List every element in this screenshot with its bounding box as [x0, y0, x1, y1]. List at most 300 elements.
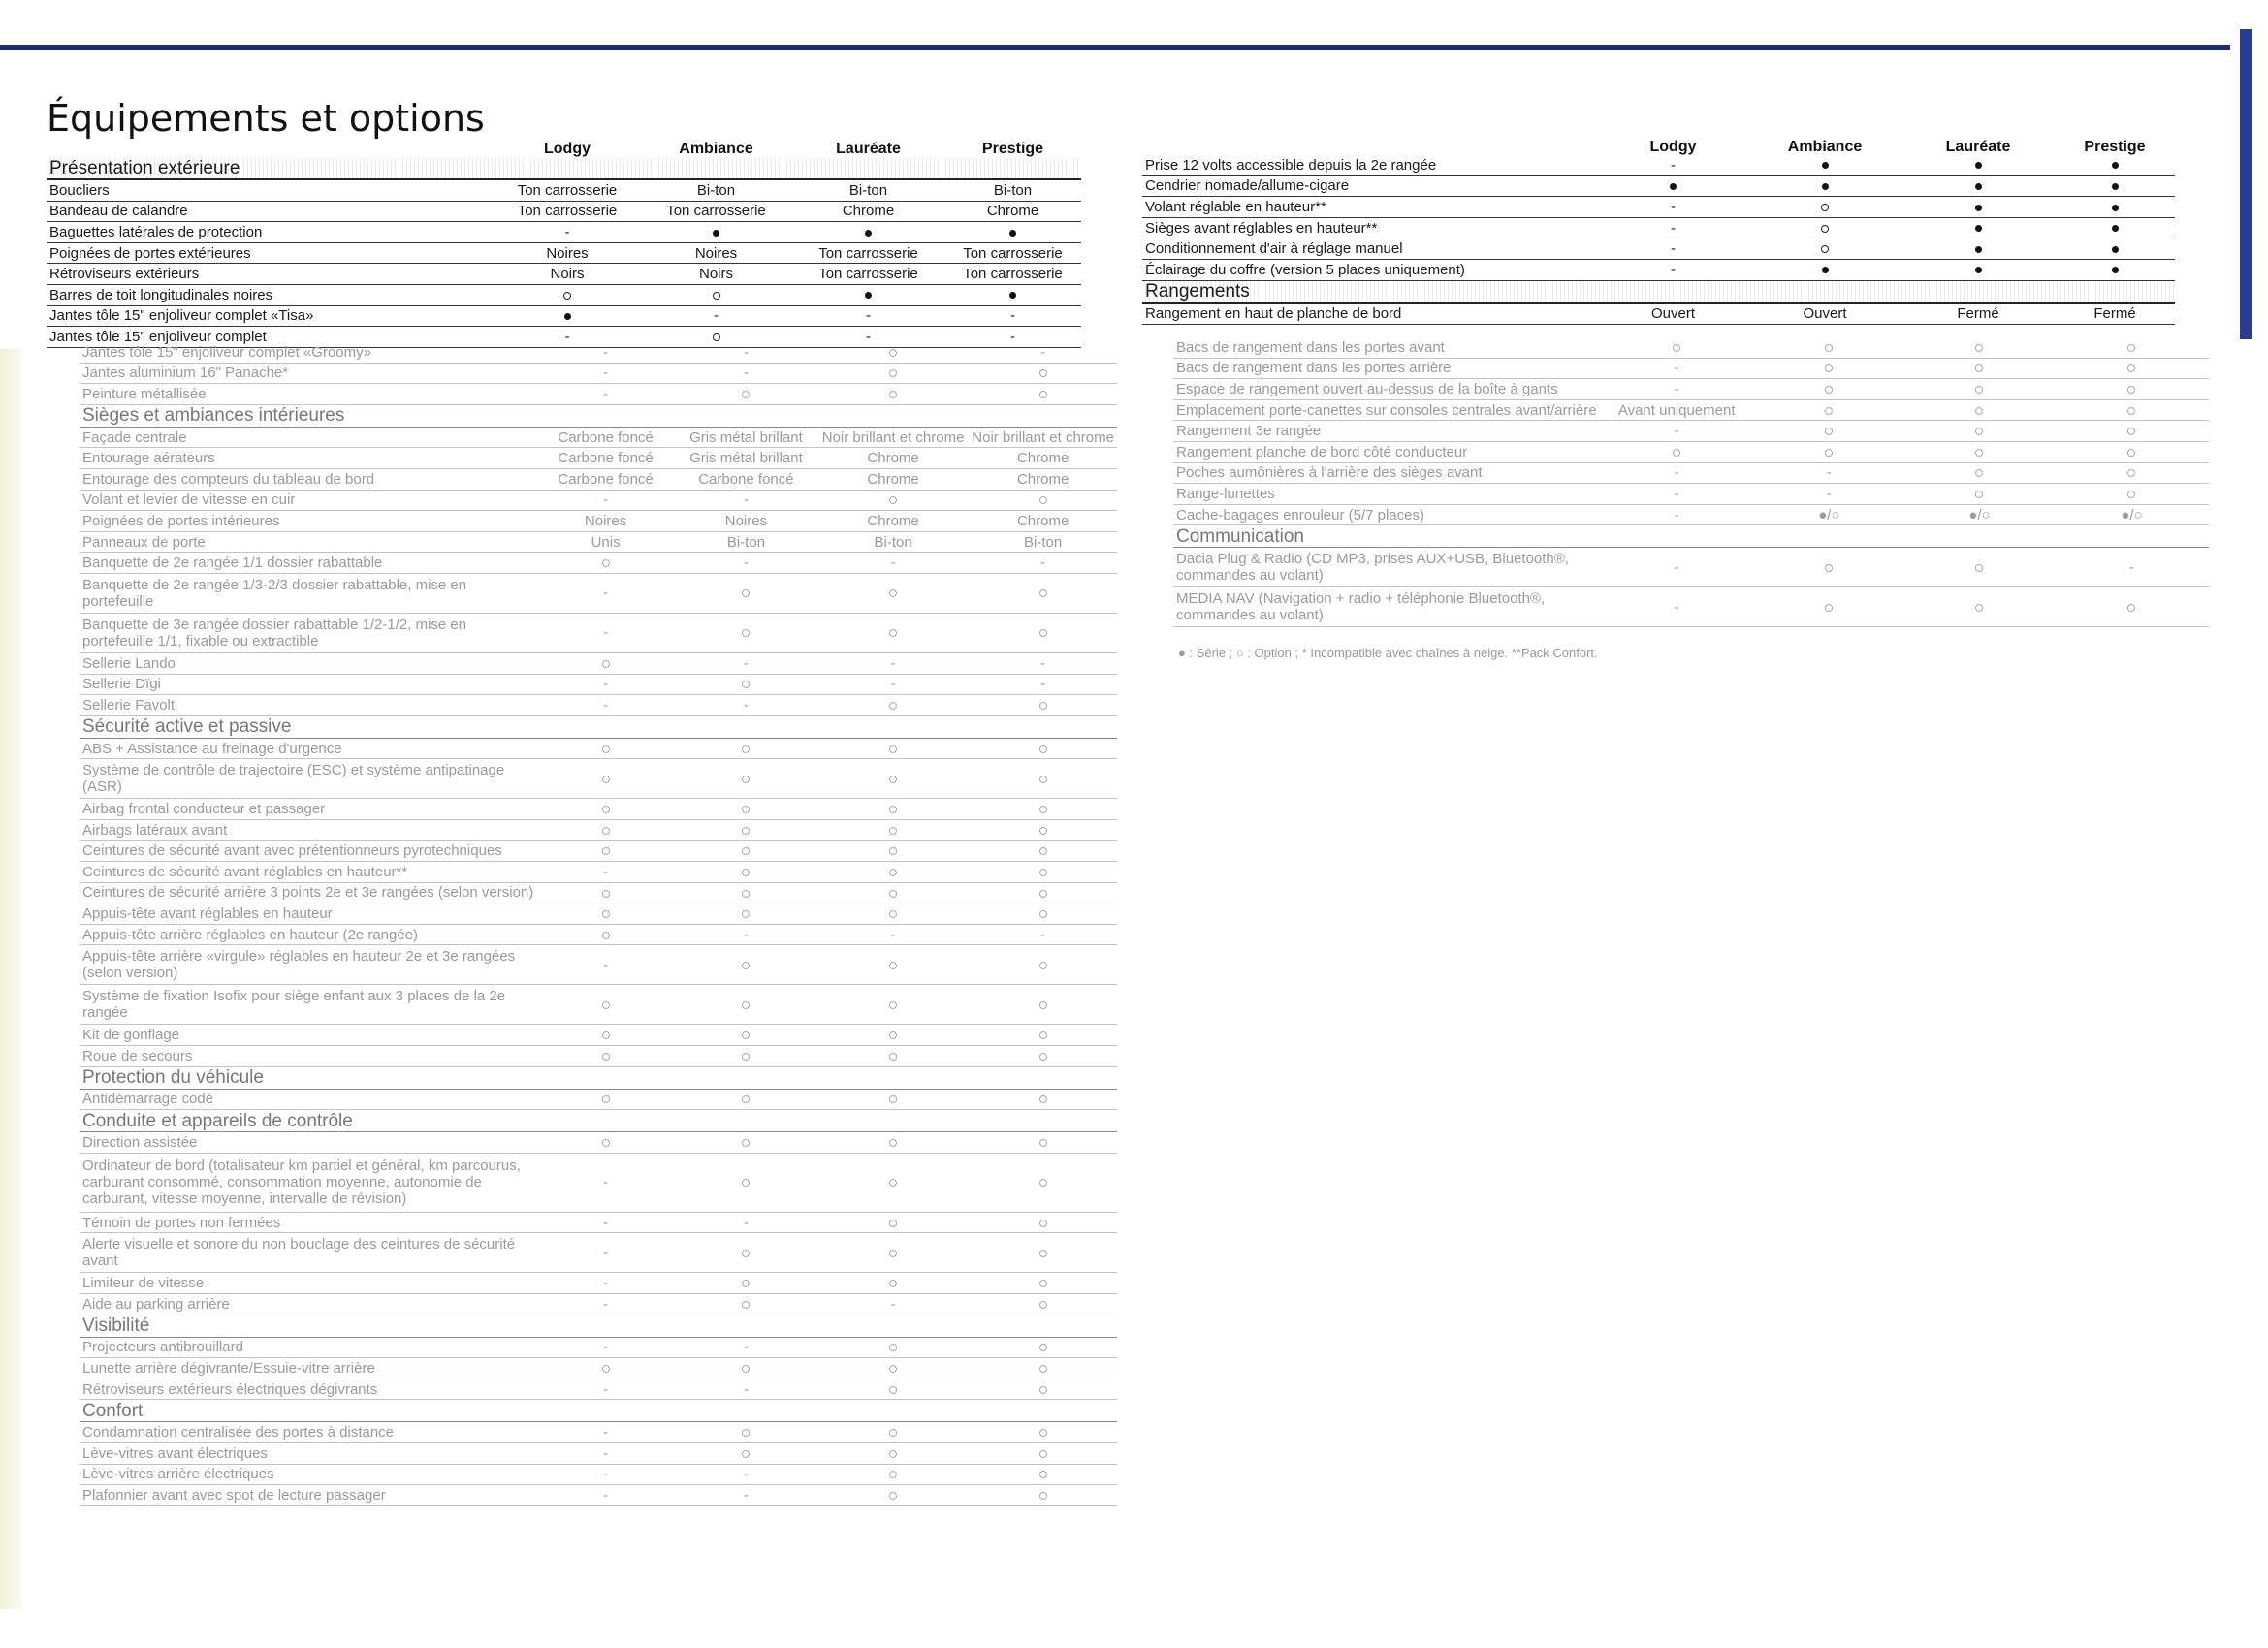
option-circle-icon: [817, 985, 969, 1025]
column-lodgy: Lodgy: [544, 142, 591, 157]
table-row: [80, 427, 1117, 448]
row-label: Volant réglable en hauteur**: [1142, 197, 1598, 218]
option-circle-icon: [817, 1025, 969, 1046]
column-ambiance-right: Ambiance: [1787, 140, 1863, 155]
table-row: [1173, 504, 2209, 525]
section-title: Visibilité: [80, 1315, 1117, 1337]
option-circle-icon: [536, 1132, 675, 1154]
cell-value: -: [817, 553, 969, 574]
row-label: Cache-bagages enrouleur (5/7 places): [1173, 504, 1600, 525]
table-row: [80, 903, 1117, 925]
standard-dot-icon: [2055, 155, 2175, 175]
option-circle-icon: [1600, 441, 1754, 462]
standard-dot-icon: [1901, 155, 2055, 175]
table-row: [80, 1485, 1117, 1506]
option-circle-icon: [2055, 399, 2209, 421]
table-row: [80, 1153, 1117, 1212]
cell-value: -: [536, 363, 675, 384]
cell-value: -: [2055, 548, 2209, 587]
row-label: Projecteurs antibrouillard: [80, 1337, 536, 1358]
cell-value: -: [969, 553, 1117, 574]
page-title: Équipements et options: [47, 97, 485, 140]
row-label: Prise 12 volts accessible depuis la 2e rangée: [1142, 155, 1598, 175]
table-row: [80, 1379, 1117, 1400]
row-label: Lève-vitres arrière électriques: [80, 1464, 536, 1485]
table-row: [47, 264, 1081, 285]
option-circle-icon: [1754, 379, 1904, 400]
cover-edge-strip: [0, 45, 2230, 50]
standard-dot-icon: [2055, 175, 2175, 197]
section-header: [80, 715, 1117, 738]
option-circle-icon: [1748, 197, 1901, 218]
option-circle-icon: [969, 882, 1117, 903]
cell-value: -: [969, 342, 1117, 363]
option-circle-icon: [817, 1443, 969, 1465]
row-label: Système de fixation Isofix pour siège enfant aux 3 places de la 2e rangée: [80, 985, 536, 1025]
option-circle-icon: [969, 490, 1117, 511]
option-circle-icon: [817, 1358, 969, 1379]
option-circle-icon: [817, 945, 969, 985]
cell-value: -: [792, 327, 944, 348]
cell-value: Fermé: [2055, 303, 2175, 325]
row-label: Entourage aérateurs: [80, 448, 536, 469]
cell-value: -: [675, 652, 817, 674]
standard-dot-icon: [2055, 197, 2175, 218]
standard-dot-icon: [2055, 259, 2175, 280]
section-title: Confort: [80, 1400, 1117, 1422]
option-circle-icon: [1748, 217, 1901, 238]
table-row: [80, 674, 1117, 695]
row-label: ABS + Assistance au freinage d'urgence: [80, 738, 536, 759]
option-circle-icon: [817, 862, 969, 883]
table-row: [47, 242, 1081, 264]
cell-value: Chrome: [817, 511, 969, 532]
option-circle-icon: [969, 1233, 1117, 1273]
cell-value: -: [640, 305, 792, 327]
table-row: [80, 1212, 1117, 1233]
table-row: [80, 490, 1117, 511]
option-circle-icon: [536, 819, 675, 840]
option-circle-icon: [675, 759, 817, 799]
table-row: [80, 882, 1117, 903]
row-label: Kit de gonflage: [80, 1025, 536, 1046]
column-lodgy-right: Lodgy: [1649, 140, 1697, 155]
row-label: Panneaux de porte: [80, 531, 536, 553]
row-label: Conditionnement d'air à réglage manuel: [1142, 238, 1598, 260]
option-circle-icon: [817, 840, 969, 862]
row-label: Range-lunettes: [1173, 484, 1600, 505]
cell-value: Unis: [536, 531, 675, 553]
option-circle-icon: [817, 738, 969, 759]
table-row: [80, 945, 1117, 985]
cell-value: -: [969, 924, 1117, 945]
cell-value: -: [536, 384, 675, 405]
option-circle-icon: [675, 903, 817, 925]
cell-value: Bi-ton: [792, 179, 944, 201]
cell-value: -: [1600, 462, 1754, 484]
cell-value: Ton carrosserie: [640, 201, 792, 222]
cell-value: -: [675, 1485, 817, 1506]
standard-dot-icon: [944, 222, 1081, 243]
standard-dot-icon: [1901, 175, 2055, 197]
option-circle-icon: [675, 840, 817, 862]
row-label: Volant et levier de vitesse en cuir: [80, 490, 536, 511]
option-circle-icon: [969, 1153, 1117, 1212]
row-label: Éclairage du coffre (version 5 places uniquement): [1142, 259, 1598, 280]
option-circle-icon: [969, 840, 1117, 862]
option-circle-icon: [536, 759, 675, 799]
option-circle-icon: [817, 1337, 969, 1358]
table-row: [80, 553, 1117, 574]
page-top-margin: [0, 0, 2268, 48]
cell-value: -: [536, 490, 675, 511]
cell-value: Ton carrosserie: [944, 242, 1081, 264]
cell-value: Bi-ton: [675, 531, 817, 553]
equipment-table-right: [1142, 140, 2175, 325]
option-circle-icon: [817, 1089, 969, 1110]
column-header-row: [47, 142, 1081, 157]
row-label: Rangement planche de bord côté conducteur: [1173, 441, 1600, 462]
option-circle-icon: [2055, 587, 2209, 627]
cell-value: -: [536, 1294, 675, 1315]
option-circle-icon: [817, 1153, 969, 1212]
option-circle-icon: [969, 819, 1117, 840]
option-circle-icon: [1600, 337, 1754, 358]
standard-dot-icon: [1748, 155, 1901, 175]
cell-value: -: [536, 1337, 675, 1358]
cell-value: -: [536, 1379, 675, 1400]
cell-value: -: [536, 695, 675, 716]
option-circle-icon: [675, 862, 817, 883]
option-circle-icon: [969, 903, 1117, 925]
standard-dot-icon: [1748, 259, 1901, 280]
option-circle-icon: [969, 1212, 1117, 1233]
cell-value: -: [1598, 217, 1748, 238]
option-circle-icon: [536, 799, 675, 820]
row-label: Jantes tôle 15" enjoliveur complet «Groomy»: [80, 342, 536, 363]
option-circle-icon: [817, 613, 969, 652]
row-label: Barres de toit longitudinales noires: [47, 284, 495, 305]
option-circle-icon: [1748, 238, 1901, 260]
cell-value: -: [536, 1464, 675, 1485]
equipment-table-left-faded: [80, 342, 1117, 1506]
cell-value: Ton carrosserie: [495, 201, 640, 222]
option-circle-icon: [817, 342, 969, 363]
cell-value: Gris métal brillant: [675, 427, 817, 448]
table-row: [1173, 358, 2209, 379]
standard-dot-icon: [2055, 238, 2175, 260]
column-ambiance: Ambiance: [679, 142, 753, 157]
cell-value: -: [675, 1337, 817, 1358]
cell-value: Bi-ton: [969, 531, 1117, 553]
cell-value: Ton carrosserie: [792, 264, 944, 285]
cell-value: -: [675, 553, 817, 574]
cell-value: ●/○: [2055, 504, 2209, 525]
section-header: [1142, 280, 2175, 303]
option-circle-icon: [2055, 484, 2209, 505]
cell-value: ●/○: [1754, 504, 1904, 525]
option-circle-icon: [675, 1443, 817, 1465]
page-edge-blue: [2240, 29, 2252, 339]
table-row: [1142, 217, 2175, 238]
option-circle-icon: [817, 695, 969, 716]
table-row: [47, 222, 1081, 243]
cell-value: -: [536, 1273, 675, 1294]
option-circle-icon: [817, 490, 969, 511]
section-title: Conduite et appareils de contrôle: [80, 1110, 1117, 1132]
row-label: Sellerie Dïgi: [80, 674, 536, 695]
row-label: Banquette de 2e rangée 1/1 dossier rabattable: [80, 553, 536, 574]
standard-dot-icon: [2055, 217, 2175, 238]
option-circle-icon: [817, 903, 969, 925]
option-circle-icon: [817, 1046, 969, 1067]
cell-value: Noirs: [495, 264, 640, 285]
row-label: Airbags latéraux avant: [80, 819, 536, 840]
option-circle-icon: [1754, 587, 1904, 627]
option-circle-icon: [1904, 399, 2055, 421]
row-label: Rangement 3e rangée: [1173, 421, 1600, 442]
cell-value: -: [969, 674, 1117, 695]
table-row: [47, 284, 1081, 305]
option-circle-icon: [536, 652, 675, 674]
table-row: [1173, 399, 2209, 421]
row-label: Appuis-tête arrière «virgule» réglables en hauteur 2e et 3e rangées (selon version): [80, 945, 536, 985]
cell-value: Noires: [536, 511, 675, 532]
option-circle-icon: [817, 1485, 969, 1506]
row-label: Limiteur de vitesse: [80, 1273, 536, 1294]
option-circle-icon: [1904, 358, 2055, 379]
cell-value: -: [675, 363, 817, 384]
row-label: Cendrier nomade/allume-cigare: [1142, 175, 1598, 197]
option-circle-icon: [817, 819, 969, 840]
table-row: [1173, 337, 2209, 358]
option-circle-icon: [675, 1046, 817, 1067]
table-row: [1142, 259, 2175, 280]
cell-value: Chrome: [969, 468, 1117, 490]
cell-value: -: [1600, 358, 1754, 379]
cell-value: -: [675, 695, 817, 716]
table-row: [80, 1464, 1117, 1485]
cell-value: -: [817, 1294, 969, 1315]
cell-value: -: [817, 924, 969, 945]
option-circle-icon: [1754, 441, 1904, 462]
cell-value: -: [675, 924, 817, 945]
cell-value: -: [1600, 484, 1754, 505]
cell-value: -: [1600, 379, 1754, 400]
cell-value: -: [1600, 548, 1754, 587]
row-label: Plafonnier avant avec spot de lecture passager: [80, 1485, 536, 1506]
option-circle-icon: [675, 738, 817, 759]
option-circle-icon: [675, 384, 817, 405]
option-circle-icon: [1904, 484, 2055, 505]
option-circle-icon: [1904, 587, 2055, 627]
cell-value: -: [817, 674, 969, 695]
option-circle-icon: [969, 1089, 1117, 1110]
cell-value: ●/○: [1904, 504, 2055, 525]
option-circle-icon: [675, 1233, 817, 1273]
cell-value: -: [536, 674, 675, 695]
option-circle-icon: [675, 945, 817, 985]
option-circle-icon: [675, 613, 817, 652]
equipment-table-left: [47, 142, 1081, 348]
option-circle-icon: [969, 1422, 1117, 1443]
option-circle-icon: [675, 573, 817, 613]
row-label: Direction assistée: [80, 1132, 536, 1154]
row-label: Appuis-tête arrière réglables en hauteur (2e rangée): [80, 924, 536, 945]
row-label: Jantes tôle 15" enjoliveur complet «Tisa»: [47, 305, 495, 327]
option-circle-icon: [817, 1273, 969, 1294]
option-circle-icon: [969, 1358, 1117, 1379]
section-header: [47, 157, 1081, 179]
column-laureate: Lauréate: [836, 142, 901, 157]
option-circle-icon: [1754, 358, 1904, 379]
option-circle-icon: [675, 882, 817, 903]
table-row: [80, 342, 1117, 363]
cell-value: Bi-ton: [944, 179, 1081, 201]
cell-value: Ton carrosserie: [495, 179, 640, 201]
table-row: [1173, 548, 2209, 587]
row-label: Rétroviseurs extérieurs: [47, 264, 495, 285]
option-circle-icon: [969, 1273, 1117, 1294]
cell-value: Chrome: [792, 201, 944, 222]
cell-value: -: [675, 342, 817, 363]
section-header: [80, 404, 1117, 427]
row-label: Baguettes latérales de protection: [47, 222, 495, 243]
table-row: [80, 573, 1117, 613]
option-circle-icon: [675, 1025, 817, 1046]
section-title: Rangements: [1142, 280, 2175, 303]
table-row: [80, 652, 1117, 674]
table-row: [1142, 303, 2175, 325]
option-circle-icon: [536, 985, 675, 1025]
option-circle-icon: [536, 903, 675, 925]
section-title: Présentation extérieure: [47, 157, 1081, 179]
cell-value: Chrome: [817, 448, 969, 469]
table-row: [47, 179, 1081, 201]
section-title: Communication: [1173, 525, 2209, 548]
option-circle-icon: [817, 1233, 969, 1273]
option-circle-icon: [817, 1464, 969, 1485]
section-header: [1173, 525, 2209, 548]
row-label: Boucliers: [47, 179, 495, 201]
standard-dot-icon: [640, 222, 792, 243]
cell-value: -: [536, 1153, 675, 1212]
option-circle-icon: [536, 1089, 675, 1110]
table-row: [47, 201, 1081, 222]
cell-value: -: [536, 1233, 675, 1273]
row-label: Ceintures de sécurité avant réglables en hauteur**: [80, 862, 536, 883]
cell-value: Chrome: [817, 468, 969, 490]
option-circle-icon: [1904, 441, 2055, 462]
cell-value: -: [1598, 259, 1748, 280]
table-row: [1173, 484, 2209, 505]
option-circle-icon: [536, 738, 675, 759]
table-row: [80, 1089, 1117, 1110]
option-circle-icon: [2055, 358, 2209, 379]
option-circle-icon: [817, 1212, 969, 1233]
option-circle-icon: [675, 985, 817, 1025]
option-circle-icon: [969, 799, 1117, 820]
column-prestige: Prestige: [981, 142, 1044, 157]
option-circle-icon: [969, 1025, 1117, 1046]
standard-dot-icon: [1901, 217, 2055, 238]
option-circle-icon: [536, 1046, 675, 1067]
cell-value: -: [495, 222, 640, 243]
table-row: [80, 1046, 1117, 1067]
standard-dot-icon: [792, 284, 944, 305]
cell-value: -: [536, 342, 675, 363]
row-label: Condamnation centralisée des portes à distance: [80, 1422, 536, 1443]
table-row: [80, 819, 1117, 840]
table-row: [80, 511, 1117, 532]
option-circle-icon: [2055, 462, 2209, 484]
section-title: Protection du véhicule: [80, 1066, 1117, 1089]
option-circle-icon: [536, 840, 675, 862]
option-circle-icon: [969, 945, 1117, 985]
cell-value: -: [969, 652, 1117, 674]
row-label: Lève-vitres avant électriques: [80, 1443, 536, 1465]
option-circle-icon: [536, 553, 675, 574]
option-circle-icon: [969, 1046, 1117, 1067]
row-label: Témoin de portes non fermées: [80, 1212, 536, 1233]
option-circle-icon: [817, 1379, 969, 1400]
table-row: [80, 738, 1117, 759]
table-row: [80, 468, 1117, 490]
cell-value: Bi-ton: [640, 179, 792, 201]
table-row: [80, 531, 1117, 553]
cell-value: -: [944, 327, 1081, 348]
table-row: [1173, 379, 2209, 400]
table-row: [80, 1273, 1117, 1294]
cell-value: Carbone foncé: [536, 448, 675, 469]
option-circle-icon: [1904, 379, 2055, 400]
cell-value: Chrome: [969, 448, 1117, 469]
option-circle-icon: [1904, 337, 2055, 358]
page-left-shade: [0, 349, 21, 1609]
option-circle-icon: [1754, 421, 1904, 442]
option-circle-icon: [675, 799, 817, 820]
option-circle-icon: [675, 1294, 817, 1315]
table-row: [1142, 175, 2175, 197]
table-row: [1173, 441, 2209, 462]
cell-value: -: [817, 652, 969, 674]
table-row: [80, 840, 1117, 862]
row-label: Aide au parking arrière: [80, 1294, 536, 1315]
cell-value: -: [536, 1443, 675, 1465]
row-label: Roue de secours: [80, 1046, 536, 1067]
option-circle-icon: [675, 819, 817, 840]
row-label: Bacs de rangement dans les portes arrière: [1173, 358, 1600, 379]
row-label: Rangement en haut de planche de bord: [1142, 303, 1598, 325]
table-row: [80, 1337, 1117, 1358]
row-label: Rétroviseurs extérieurs électriques dégivrants: [80, 1379, 536, 1400]
section-header: [80, 1110, 1117, 1132]
table-row: [1173, 587, 2209, 627]
table-row: [47, 305, 1081, 327]
table-row: [1173, 421, 2209, 442]
cell-value: Noires: [675, 511, 817, 532]
standard-dot-icon: [1598, 175, 1748, 197]
option-circle-icon: [969, 384, 1117, 405]
option-circle-icon: [675, 674, 817, 695]
table-row: [1173, 462, 2209, 484]
table-row: [80, 1294, 1117, 1315]
option-circle-icon: [536, 1358, 675, 1379]
row-label: Espace de rangement ouvert au-dessus de la boîte à gants: [1173, 379, 1600, 400]
option-circle-icon: [536, 882, 675, 903]
table-row: [80, 1025, 1117, 1046]
table-row: [80, 384, 1117, 405]
